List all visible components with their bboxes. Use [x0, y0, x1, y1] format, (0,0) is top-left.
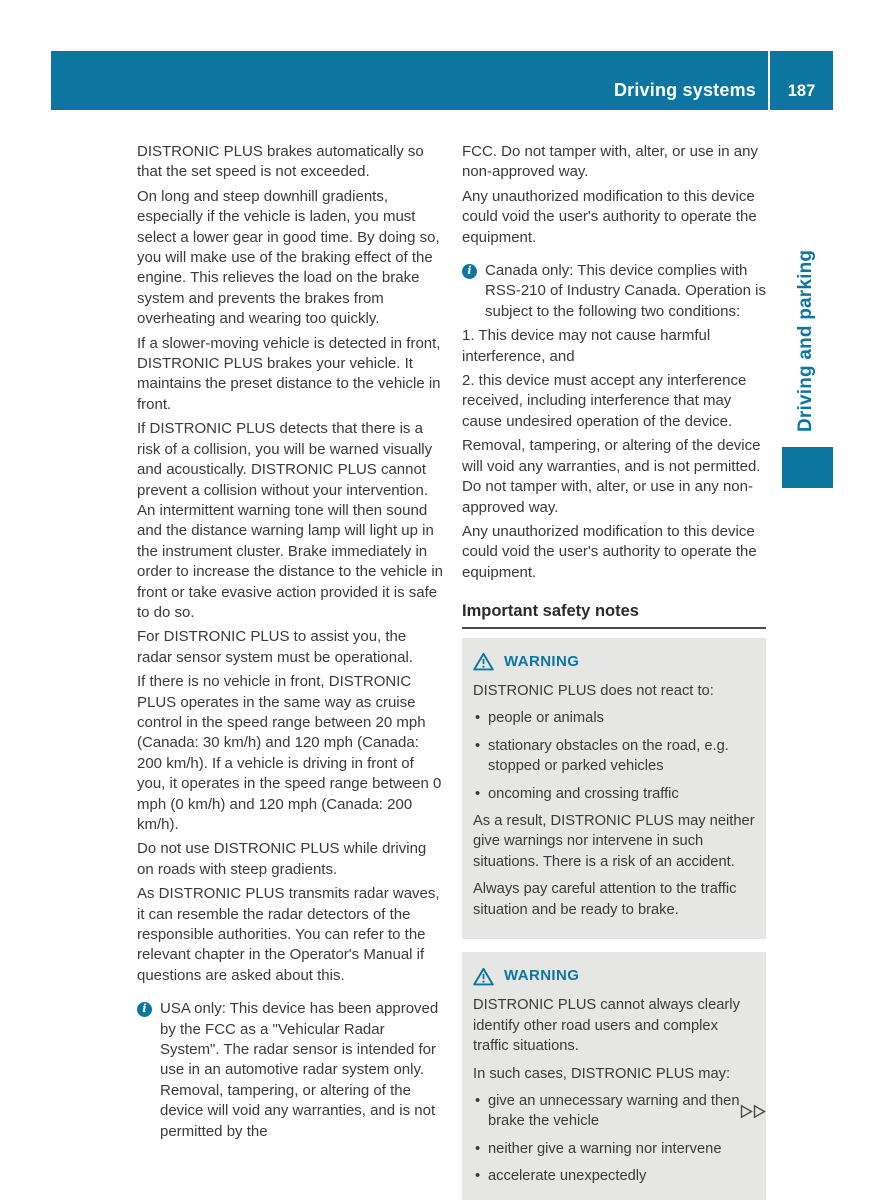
info-icon: i: [462, 264, 477, 279]
left-column: [137, 142, 443, 1146]
paragraph: Removal, tampering, or altering of the device will void any warranties, and is not permitted. Do not tamper with, alter, or use in any non-approved way.: [462, 437, 761, 516]
chapter-tab-marker: [782, 447, 833, 488]
info-note: [462, 261, 766, 322]
info-note: [137, 999, 443, 1142]
bullet-item: • oncoming and crossing traffic: [473, 784, 755, 804]
paragraph: For DISTRONIC PLUS to assist you, the radar sensor system must be operational.: [137, 628, 413, 666]
paragraph: If a slower-moving vehicle is detected in front, DISTRONIC PLUS brakes your vehicle. It maintains the preset distance to the vehicle in front.: [137, 334, 441, 413]
paragraph: Any unauthorized modification to this device could void the user's authority to operate the equipment.: [462, 522, 757, 581]
double-right-arrow-icon: [740, 1104, 768, 1119]
paragraph: If there is no vehicle in front, DISTRONIC PLUS operates in the same way as cruise control in the speed range between 20 mph (Canada: 30 km/h) and 120 mph (Canada: 200 km/h). If a vehicle is driving in front of you, it operates in the speed range between 0 mph (0 km/h) and 120 mph (Canada: 200 km/h).: [137, 673, 442, 833]
warning-triangle-icon: [473, 652, 494, 671]
paragraph: On long and steep downhill gradients, especially if the vehicle is laden, you must select a lower gear in good time. By doing so, you will make use of the braking effect of the engine. This relieves the load on the brake system and prevents the brakes from overheating and wearing too quickly.: [137, 187, 440, 328]
paragraph: As DISTRONIC PLUS transmits radar waves, it can resemble the radar detectors of the responsible authorities. You can refer to the relevant chapter in the Operator's Manual if questions are asked about this.: [137, 885, 440, 984]
warning-text: DISTRONIC PLUS does not react to:: [473, 682, 714, 699]
bullet-item: • stationary obstacles on the road, e.g. stopped or parked vehicles: [473, 736, 755, 777]
paragraph: Do not use DISTRONIC PLUS while driving on roads with steep gradients.: [137, 840, 427, 878]
warning-header: [473, 966, 755, 986]
info-note-text: USA only: This device has been approved by the FCC as a "Vehicular Radar System". The radar sensor is intended for use in an automotive radar system only. Removal, tampering, or altering of the device will void any warranties, and is not permitted by the: [160, 1000, 439, 1140]
warning-text: DISTRONIC PLUS cannot always clearly identify other road users and complex traffic situations.: [473, 997, 740, 1055]
warning-triangle-icon: [473, 967, 494, 986]
page-title: Driving systems: [613, 80, 756, 100]
warning-box: [462, 952, 766, 1200]
warning-header: [473, 652, 755, 672]
right-column: [462, 142, 766, 1200]
page-continues-marker: [740, 1104, 768, 1124]
header-bar: [51, 51, 833, 110]
warning-box: [462, 638, 766, 939]
bullet-item: • give an unnecessary warning and then brake the vehicle: [473, 1091, 755, 1132]
warning-label: WARNING: [504, 967, 580, 984]
section-heading: Important safety notes: [462, 601, 766, 628]
paragraph: FCC. Do not tamper with, alter, or use in any non-approved way.: [462, 143, 758, 181]
info-icon: i: [137, 1002, 152, 1017]
bullet-item: • people or animals: [473, 708, 755, 728]
bullet-item: • accelerate unexpectedly: [473, 1166, 755, 1186]
bullet-list: [473, 1091, 755, 1187]
chapter-label: Driving and parking: [795, 249, 816, 432]
warning-text: As a result, DISTRONIC PLUS may neither give warnings nor intervene in such situations. There is a risk of an accident.: [473, 812, 755, 870]
paragraph: If DISTRONIC PLUS detects that there is a risk of a collision, you will be warned visually and acoustically. DISTRONIC PLUS cannot prevent a collision without your intervention. An intermittent warning tone will then sound and the distance warning lamp will light up in the instrument cluster. Brake immediately in order to increase the distance to the vehicle in front or take evasive action provided it is safe to do so.: [137, 420, 444, 621]
warning-text: Always pay careful attention to the traffic situation and be ready to brake.: [473, 881, 737, 918]
paragraph: DISTRONIC PLUS brakes automatically so that the set speed is not exceeded.: [137, 143, 424, 181]
condition-item: 1. This device may not cause harmful interference, and: [462, 327, 711, 365]
condition-item: 2. this device must accept any interference received, including interference that may cause undesired operation of the device.: [462, 372, 747, 430]
info-note-text: Canada only: This device complies with RSS-210 of Industry Canada. Operation is subject to the following two conditions:: [485, 262, 766, 320]
bullet-list: [473, 708, 755, 804]
warning-text: In such cases, DISTRONIC PLUS may:: [473, 1065, 731, 1082]
paragraph: Any unauthorized modification to this device could void the user's authority to operate the equipment.: [462, 187, 757, 246]
page-number: 187: [787, 82, 816, 100]
warning-label: WARNING: [504, 652, 580, 670]
bullet-item: • neither give a warning nor intervene: [473, 1139, 755, 1159]
